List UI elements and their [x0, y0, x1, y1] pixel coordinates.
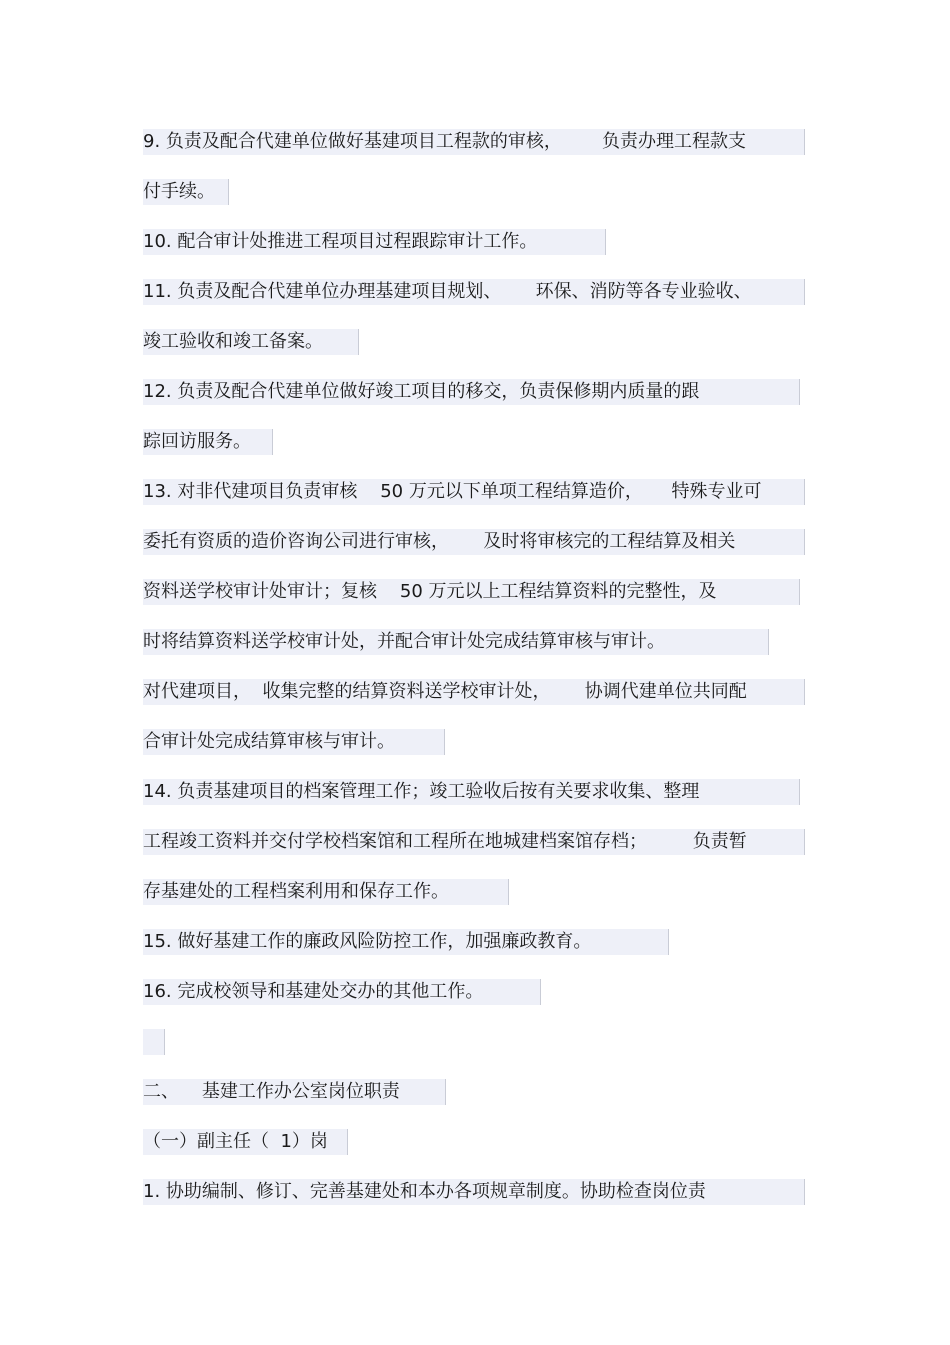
text-line: 委托有资质的造价咨询公司进行审核， 及时将审核完的工程结算及相关 — [143, 529, 805, 555]
text-line: 对代建项目， 收集完整的结算资料送学校审计处， 协调代建单位共同配 — [143, 679, 805, 705]
text-line: 1. 协助编制、修订、完善基建处和本办各项规章制度。协助检查岗位责 — [143, 1179, 805, 1205]
text-line: 资料送学校审计处审计；复核 50 万元以上工程结算资料的完整性，及 — [143, 579, 800, 605]
text-line: 10. 配合审计处推进工程项目过程跟踪审计工作。 — [143, 229, 606, 255]
text-line: 合审计处完成结算审核与审计。 — [143, 729, 445, 755]
text-line: 存基建处的工程档案利用和保存工作。 — [143, 879, 509, 905]
text-line: 11. 负责及配合代建单位办理基建项目规划、 环保、消防等各专业验收、 — [143, 279, 805, 305]
text-line: 付手续。 — [143, 179, 229, 205]
text-line: 踪回访服务。 — [143, 429, 273, 455]
text-line: 16. 完成校领导和基建处交办的其他工作。 — [143, 979, 541, 1005]
text-line: 12. 负责及配合代建单位做好竣工项目的移交，负责保修期内质量的跟 — [143, 379, 800, 405]
blank-line — [143, 1029, 165, 1055]
text-line: 时将结算资料送学校审计处，并配合审计处完成结算审核与审计。 — [143, 629, 769, 655]
section-heading: 二、 基建工作办公室岗位职责 — [143, 1079, 446, 1105]
subsection-heading: （一）副主任（ 1）岗 — [143, 1129, 348, 1155]
text-line: 竣工验收和竣工备案。 — [143, 329, 359, 355]
text-line: 工程竣工资料并交付学校档案馆和工程所在地城建档案馆存档； 负责暂 — [143, 829, 805, 855]
text-line: 13. 对非代建项目负责审核 50 万元以下单项工程结算造价， 特殊专业可 — [143, 479, 805, 505]
text-line: 15. 做好基建工作的廉政风险防控工作，加强廉政教育。 — [143, 929, 669, 955]
text-line: 9. 负责及配合代建单位做好基建项目工程款的审核， 负责办理工程款支 — [143, 129, 805, 155]
text-line: 14. 负责基建项目的档案管理工作；竣工验收后按有关要求收集、整理 — [143, 779, 800, 805]
